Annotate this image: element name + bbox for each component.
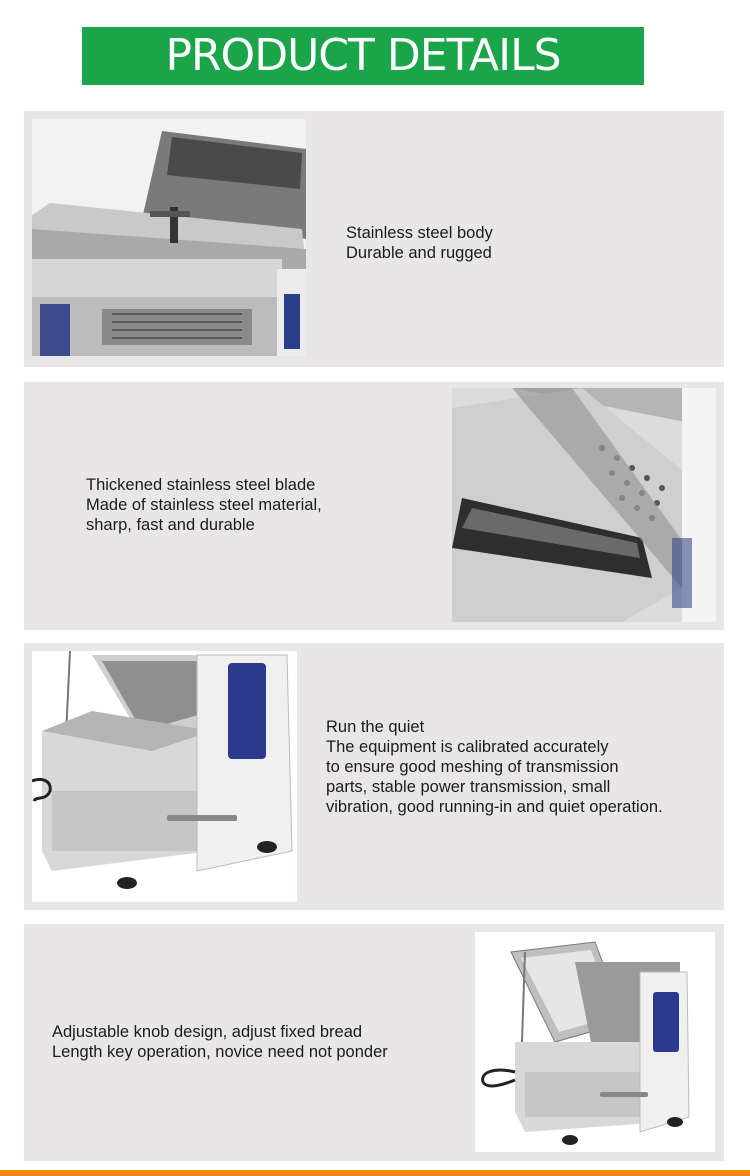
feature-panel-quiet [24,643,724,910]
feature-line: Stainless steel body [346,224,493,242]
bread-slicer-side-view-icon [32,651,297,902]
feature-description [86,475,322,535]
feature-line: Thickened stainless steel blade [86,476,316,494]
bread-slicer-top-closeup-icon [32,119,306,356]
bread-slicer-full-view-icon [475,932,715,1152]
feature-line: The equipment is calibrated accurately [326,738,609,756]
feature-line: to ensure good meshing of transmission [326,758,619,776]
blade-closeup-image [452,388,716,622]
feature-line: sharp, fast and durable [86,516,255,534]
feature-line: Durable and rugged [346,244,492,262]
feature-line: vibration, good running-in and quiet operation. [326,798,663,816]
feature-panel-body [24,111,724,367]
blade-closeup-icon [452,388,716,622]
page-title: PRODUCT DETAILS [165,30,561,81]
bread-slicer-side-view-image [32,651,297,902]
feature-line: Run the quiet [326,718,425,736]
feature-panel-knob [24,924,724,1161]
feature-description [52,1022,388,1062]
bottom-accent-bar [0,1170,750,1176]
bread-slicer-full-view-image [475,932,715,1152]
feature-description [346,223,493,263]
page-title-banner [82,27,644,85]
bread-slicer-top-closeup-image [32,119,306,356]
feature-line: Adjustable knob design, adjust fixed bread [52,1023,363,1041]
feature-line: parts, stable power transmission, small [326,778,611,796]
feature-description [326,717,663,817]
feature-line: Length key operation, novice need not ponder [52,1043,388,1061]
feature-panel-blade [24,382,724,630]
feature-line: Made of stainless steel material, [86,496,322,514]
